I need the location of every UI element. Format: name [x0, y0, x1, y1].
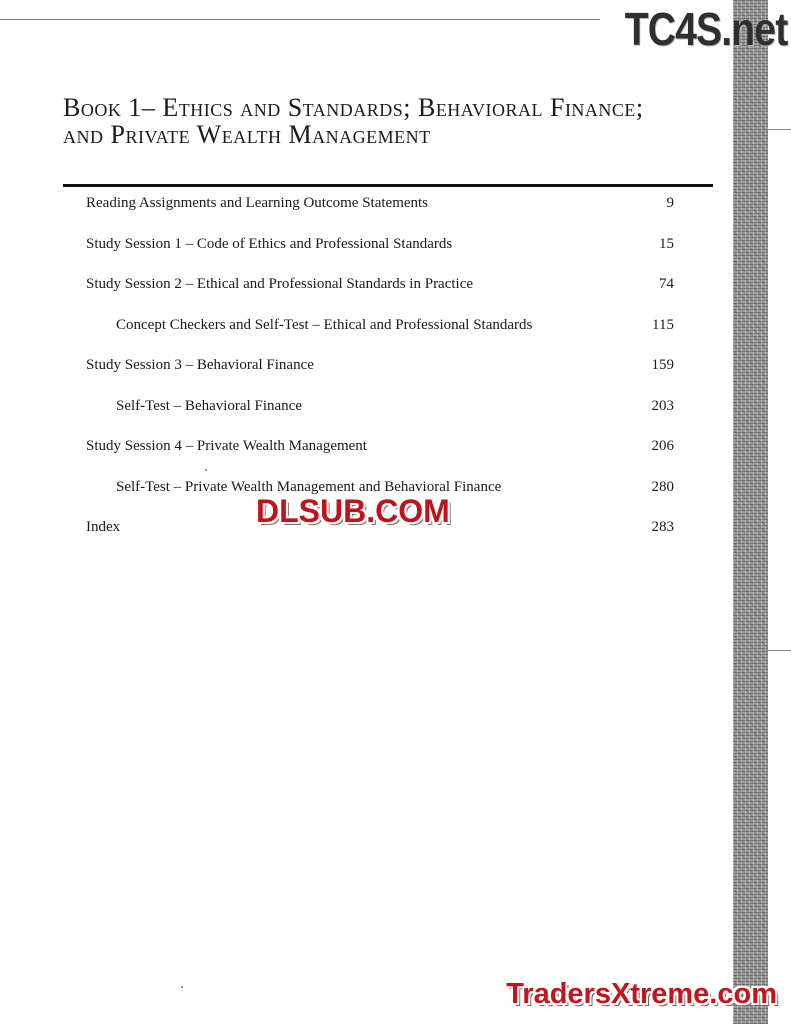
toc-rule [63, 184, 713, 187]
toc-entry-page: 283 [651, 519, 674, 535]
scan-top-rule [0, 19, 600, 20]
toc-entry-label: Study Session 3 – Behavioral Finance [86, 357, 314, 373]
toc-entry-page: 115 [652, 316, 674, 333]
toc-entry-page: 203 [651, 397, 674, 414]
toc-entry[interactable] [0, 438, 791, 479]
watermark-tradersxtreme: TradersXtreme.com [506, 978, 777, 1010]
toc-entry-page: 159 [651, 357, 674, 373]
toc-entry-label: Self-Test – Private Wealth Management and Behavioral Finance [116, 478, 502, 495]
book-title-line1: Book 1– Ethics and Standards; Behavioral Finance; [63, 93, 644, 122]
toc-entry-label: Index [86, 519, 121, 535]
toc-entry-label: Reading Assignments and Learning Outcome Statements [86, 195, 429, 211]
toc-entry-label: Study Session 2 – Ethical and Professional Standards in Practice [86, 276, 474, 292]
scan-speck [181, 986, 183, 988]
scan-speck [205, 469, 207, 471]
watermark-tc4s: TC4S.net [624, 3, 787, 55]
book-title [63, 94, 644, 148]
toc-entry[interactable] [0, 317, 791, 358]
book-title-line2: and Private Wealth Management [63, 120, 431, 149]
toc-entry-label: Study Session 4 – Private Wealth Management [86, 438, 367, 454]
toc-entry-page: 280 [651, 478, 674, 495]
margin-tick [766, 650, 791, 651]
watermark-dlsub: DLSUB.COM [256, 493, 450, 529]
toc-entry[interactable] [0, 236, 791, 277]
toc-entry-label: Concept Checkers and Self-Test – Ethical and Professional Standards [116, 316, 533, 333]
margin-tick [766, 129, 791, 130]
toc-entry-page: 206 [651, 438, 674, 454]
toc-entry[interactable] [0, 195, 791, 236]
toc-entry-label: Self-Test – Behavioral Finance [116, 397, 302, 414]
toc-entry[interactable] [0, 398, 791, 439]
toc-entry-page: 15 [659, 235, 674, 252]
toc-entry-page: 9 [666, 195, 674, 211]
toc-entry-page: 74 [659, 276, 674, 292]
toc-entry[interactable] [0, 357, 791, 398]
toc-entry-label: Study Session 1 – Code of Ethics and Professional Standards [86, 235, 453, 252]
toc-entry[interactable] [0, 276, 791, 317]
